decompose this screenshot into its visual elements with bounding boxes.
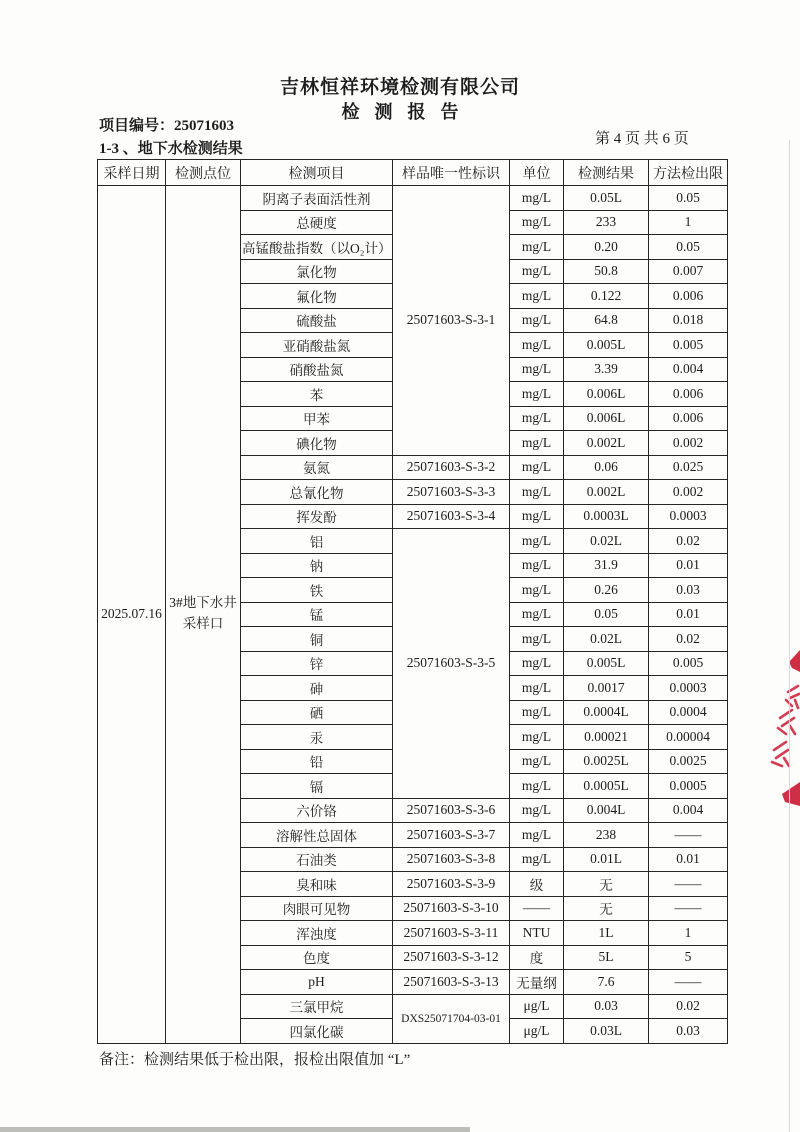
unit-cell: mg/L bbox=[510, 725, 564, 750]
limit-cell: 0.005 bbox=[649, 333, 728, 358]
unit-cell: mg/L bbox=[510, 578, 564, 603]
result-cell: 233 bbox=[564, 210, 649, 235]
limit-cell: 0.01 bbox=[649, 553, 728, 578]
item-cell: 苯 bbox=[241, 382, 393, 407]
item-cell: 石油类 bbox=[241, 847, 393, 872]
col-header-location: 检测点位 bbox=[166, 160, 241, 186]
result-cell: 0.006L bbox=[564, 382, 649, 407]
result-cell: 0.0005L bbox=[564, 774, 649, 799]
unit-cell: mg/L bbox=[510, 602, 564, 627]
limit-cell: —— bbox=[649, 823, 728, 848]
limit-cell: —— bbox=[649, 872, 728, 897]
unit-cell: NTU bbox=[510, 921, 564, 946]
result-cell: 1L bbox=[564, 921, 649, 946]
result-cell: 0.02L bbox=[564, 627, 649, 652]
item-cell: 钠 bbox=[241, 553, 393, 578]
limit-cell: 0.006 bbox=[649, 382, 728, 407]
result-cell: 0.05L bbox=[564, 186, 649, 211]
unit-cell: μg/L bbox=[510, 994, 564, 1019]
col-header-result: 检测结果 bbox=[564, 160, 649, 186]
limit-cell: 0.02 bbox=[649, 627, 728, 652]
project-number: 项目编号：25071603 bbox=[99, 118, 235, 134]
result-cell: 5L bbox=[564, 945, 649, 970]
limit-cell: —— bbox=[649, 970, 728, 995]
item-cell: 碘化物 bbox=[241, 431, 393, 456]
item-cell: 四氯化碳 bbox=[241, 1019, 393, 1044]
sample-id-cell: 25071603-S-3-3 bbox=[393, 480, 510, 505]
limit-cell: 0.0025 bbox=[649, 749, 728, 774]
red-seal-fragment bbox=[762, 648, 800, 808]
unit-cell: mg/L bbox=[510, 529, 564, 554]
limit-cell: 0.01 bbox=[649, 602, 728, 627]
item-cell: 铅 bbox=[241, 749, 393, 774]
limit-cell: 1 bbox=[649, 921, 728, 946]
unit-cell: mg/L bbox=[510, 406, 564, 431]
result-cell: 0.005L bbox=[564, 651, 649, 676]
unit-cell: mg/L bbox=[510, 627, 564, 652]
limit-cell: 0.0003 bbox=[649, 504, 728, 529]
item-cell: 六价铬 bbox=[241, 798, 393, 823]
sample-location-line: 3#地下水井 bbox=[169, 595, 237, 611]
result-cell: 0.0003L bbox=[564, 504, 649, 529]
limit-cell: 0.018 bbox=[649, 308, 728, 333]
company-name: 吉林恒祥环境检测有限公司 bbox=[279, 77, 520, 98]
sample-id-cell: 25071603-S-3-12 bbox=[393, 945, 510, 970]
col-header-detection-limit: 方法检出限 bbox=[649, 160, 728, 186]
unit-cell: mg/L bbox=[510, 749, 564, 774]
unit-cell: 无量纲 bbox=[510, 970, 564, 995]
limit-cell: 0.002 bbox=[649, 480, 728, 505]
result-cell: 0.03L bbox=[564, 1019, 649, 1044]
result-cell: 3.39 bbox=[564, 357, 649, 382]
unit-cell: —— bbox=[510, 896, 564, 921]
paper-edge-line bbox=[789, 140, 790, 1132]
result-cell: 0.0004L bbox=[564, 700, 649, 725]
sample-id-cell: 25071603-S-3-7 bbox=[393, 823, 510, 848]
result-cell: 0.005L bbox=[564, 333, 649, 358]
item-cell: 铁 bbox=[241, 578, 393, 603]
sample-id-cell: 25071603-S-3-6 bbox=[393, 798, 510, 823]
limit-cell: 0.0004 bbox=[649, 700, 728, 725]
item-cell: 挥发酚 bbox=[241, 504, 393, 529]
unit-cell: mg/L bbox=[510, 259, 564, 284]
result-cell: 7.6 bbox=[564, 970, 649, 995]
unit-cell: mg/L bbox=[510, 504, 564, 529]
sample-id-cell: 25071603-S-3-11 bbox=[393, 921, 510, 946]
item-cell: 硒 bbox=[241, 700, 393, 725]
unit-cell: mg/L bbox=[510, 284, 564, 309]
item-cell: 臭和味 bbox=[241, 872, 393, 897]
sample-id-cell: 25071603-S-3-2 bbox=[393, 455, 510, 480]
item-cell: 硫酸盐 bbox=[241, 308, 393, 333]
limit-cell: 0.005 bbox=[649, 651, 728, 676]
item-cell: 汞 bbox=[241, 725, 393, 750]
unit-cell: mg/L bbox=[510, 235, 564, 260]
result-cell: 0.004L bbox=[564, 798, 649, 823]
scan-edge-shadow bbox=[0, 1127, 470, 1132]
item-cell: 色度 bbox=[241, 945, 393, 970]
sample-date-cell: 2025.07.16 bbox=[98, 186, 166, 1044]
limit-cell: 0.02 bbox=[649, 994, 728, 1019]
result-cell: 无 bbox=[564, 896, 649, 921]
item-cell: 铜 bbox=[241, 627, 393, 652]
unit-cell: mg/L bbox=[510, 357, 564, 382]
result-cell: 0.122 bbox=[564, 284, 649, 309]
results-table-body bbox=[98, 186, 728, 1044]
unit-cell: μg/L bbox=[510, 1019, 564, 1044]
result-cell: 50.8 bbox=[564, 259, 649, 284]
results-table bbox=[97, 159, 728, 1044]
item-cell: 氟化物 bbox=[241, 284, 393, 309]
unit-cell: mg/L bbox=[510, 431, 564, 456]
limit-cell: 0.006 bbox=[649, 284, 728, 309]
page-number: 第 4 页 共 6 页 bbox=[595, 131, 689, 147]
item-cell: 浑浊度 bbox=[241, 921, 393, 946]
result-cell: 0.06 bbox=[564, 455, 649, 480]
item-cell: 砷 bbox=[241, 676, 393, 701]
sample-id-cell: 25071603-S-3-10 bbox=[393, 896, 510, 921]
sample-id-cell: 25071603-S-3-5 bbox=[393, 529, 510, 799]
limit-cell: 0.03 bbox=[649, 1019, 728, 1044]
item-cell: 三氯甲烷 bbox=[241, 994, 393, 1019]
result-cell: 0.0025L bbox=[564, 749, 649, 774]
item-cell: 锌 bbox=[241, 651, 393, 676]
limit-cell: 1 bbox=[649, 210, 728, 235]
limit-cell: 0.01 bbox=[649, 847, 728, 872]
limit-cell: 0.03 bbox=[649, 578, 728, 603]
limit-cell: —— bbox=[649, 896, 728, 921]
col-header-item: 检测项目 bbox=[241, 160, 393, 186]
unit-cell: mg/L bbox=[510, 676, 564, 701]
item-cell: 镉 bbox=[241, 774, 393, 799]
col-header-sample-date: 采样日期 bbox=[98, 160, 166, 186]
report-title: 检测报告 bbox=[341, 102, 474, 122]
unit-cell: 级 bbox=[510, 872, 564, 897]
sample-id-cell: 25071603-S-3-4 bbox=[393, 504, 510, 529]
unit-cell: mg/L bbox=[510, 651, 564, 676]
unit-cell: 度 bbox=[510, 945, 564, 970]
unit-cell: mg/L bbox=[510, 847, 564, 872]
footnote: 备注：检测结果低于检出限，报检出限值加 “L” bbox=[99, 1052, 411, 1068]
limit-cell: 0.05 bbox=[649, 235, 728, 260]
result-cell: 31.9 bbox=[564, 553, 649, 578]
limit-cell: 0.007 bbox=[649, 259, 728, 284]
unit-cell: mg/L bbox=[510, 455, 564, 480]
result-cell: 0.03 bbox=[564, 994, 649, 1019]
limit-cell: 5 bbox=[649, 945, 728, 970]
sample-id-cell: DXS25071704-03-01 bbox=[393, 994, 510, 1043]
item-cell: 铝 bbox=[241, 529, 393, 554]
limit-cell: 0.05 bbox=[649, 186, 728, 211]
col-header-sample-id: 样品唯一性标识 bbox=[393, 160, 510, 186]
section-title: 1-3 、地下水检测结果 bbox=[99, 141, 243, 157]
unit-cell: mg/L bbox=[510, 382, 564, 407]
unit-cell: mg/L bbox=[510, 308, 564, 333]
col-header-unit: 单位 bbox=[510, 160, 564, 186]
result-cell: 0.002L bbox=[564, 480, 649, 505]
item-cell: 总硬度 bbox=[241, 210, 393, 235]
limit-cell: 0.002 bbox=[649, 431, 728, 456]
result-cell: 0.006L bbox=[564, 406, 649, 431]
limit-cell: 0.006 bbox=[649, 406, 728, 431]
unit-cell: mg/L bbox=[510, 333, 564, 358]
item-cell: 硝酸盐氮 bbox=[241, 357, 393, 382]
item-cell: 阴离子表面活性剂 bbox=[241, 186, 393, 211]
result-cell: 0.0017 bbox=[564, 676, 649, 701]
result-cell: 0.002L bbox=[564, 431, 649, 456]
unit-cell: mg/L bbox=[510, 186, 564, 211]
item-cell: 高锰酸盐指数（以O₂计） bbox=[241, 235, 393, 260]
sample-id-cell: 25071603-S-3-13 bbox=[393, 970, 510, 995]
unit-cell: mg/L bbox=[510, 700, 564, 725]
result-cell: 0.02L bbox=[564, 529, 649, 554]
result-cell: 0.20 bbox=[564, 235, 649, 260]
item-cell: pH bbox=[241, 970, 393, 995]
result-cell: 0.05 bbox=[564, 602, 649, 627]
limit-cell: 0.02 bbox=[649, 529, 728, 554]
limit-cell: 0.0003 bbox=[649, 676, 728, 701]
result-cell: 0.01L bbox=[564, 847, 649, 872]
table-row bbox=[98, 186, 728, 211]
sample-id-cell: 25071603-S-3-1 bbox=[393, 186, 510, 456]
limit-cell: 0.00004 bbox=[649, 725, 728, 750]
table-header-row bbox=[98, 160, 728, 186]
item-cell: 肉眼可见物 bbox=[241, 896, 393, 921]
result-cell: 238 bbox=[564, 823, 649, 848]
unit-cell: mg/L bbox=[510, 774, 564, 799]
item-cell: 氯化物 bbox=[241, 259, 393, 284]
result-cell: 0.26 bbox=[564, 578, 649, 603]
unit-cell: mg/L bbox=[510, 823, 564, 848]
sample-location-line: 采样口 bbox=[182, 616, 224, 632]
item-cell: 锰 bbox=[241, 602, 393, 627]
unit-cell: mg/L bbox=[510, 480, 564, 505]
result-cell: 无 bbox=[564, 872, 649, 897]
item-cell: 总氰化物 bbox=[241, 480, 393, 505]
sample-id-cell: 25071603-S-3-8 bbox=[393, 847, 510, 872]
item-cell: 甲苯 bbox=[241, 406, 393, 431]
limit-cell: 0.004 bbox=[649, 798, 728, 823]
unit-cell: mg/L bbox=[510, 798, 564, 823]
item-cell: 氨氮 bbox=[241, 455, 393, 480]
item-cell: 溶解性总固体 bbox=[241, 823, 393, 848]
unit-cell: mg/L bbox=[510, 210, 564, 235]
result-cell: 0.00021 bbox=[564, 725, 649, 750]
limit-cell: 0.025 bbox=[649, 455, 728, 480]
sample-location-cell bbox=[166, 186, 241, 1044]
item-cell: 亚硝酸盐氮 bbox=[241, 333, 393, 358]
limit-cell: 0.0005 bbox=[649, 774, 728, 799]
limit-cell: 0.004 bbox=[649, 357, 728, 382]
unit-cell: mg/L bbox=[510, 553, 564, 578]
sample-id-cell: 25071603-S-3-9 bbox=[393, 872, 510, 897]
result-cell: 64.8 bbox=[564, 308, 649, 333]
